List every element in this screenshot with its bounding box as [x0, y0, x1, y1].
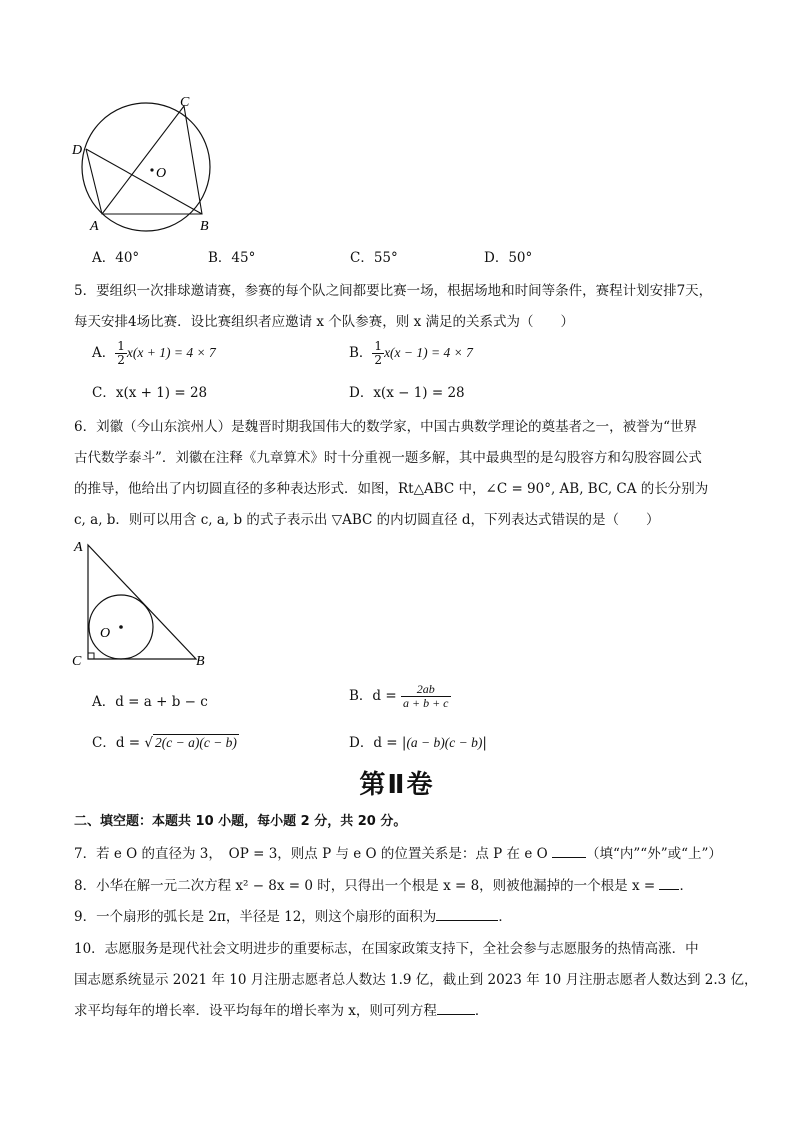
triangle-abc [88, 545, 196, 659]
q4-option-a[interactable]: A．40° [92, 250, 140, 266]
q6-option-d-label: D．d = [349, 735, 402, 751]
q9 [74, 905, 512, 925]
q6-option-b-label: B．d = [349, 688, 401, 704]
q8-text: 8．小华在解一元二次方程 x² − 8x = 0 时，只得出一个根是 x = 8，则被他漏掉的一个根是 x = [74, 878, 656, 894]
q8 [74, 874, 693, 894]
q4-option-c[interactable]: C．55° [350, 250, 398, 266]
q5-option-a-label: A． [92, 345, 116, 361]
q10-line1: 10．志愿服务是现代社会文明进步的重要标志，在国家政策支持下，全社会参与志愿服务的热情高涨．中 [74, 941, 699, 957]
center-dot [150, 168, 153, 171]
q5-option-a-fraction [115, 340, 127, 367]
part2-header: 二、填空题：本题共 10 小题，每小题 2 分，共 20 分。 [74, 814, 407, 829]
label-c: C [72, 654, 82, 669]
q5-option-c[interactable]: C．x(x + 1) = 28 [92, 385, 208, 401]
q4-option-b[interactable]: B．45° [208, 250, 256, 266]
q5-option-b-fraction [372, 340, 384, 367]
right-angle-mark [88, 653, 94, 659]
q6-option-b[interactable] [349, 683, 451, 710]
q10-answer-blank[interactable] [437, 1014, 475, 1015]
period: ． [474, 1003, 489, 1019]
q6-option-c-label: C．d = [92, 735, 145, 751]
frac-num: 1 [117, 339, 125, 353]
q7-tail: （填“内”“外”或“上”） [585, 846, 722, 862]
label-b: B [196, 654, 205, 669]
q8-answer-blank[interactable] [659, 889, 679, 890]
q7 [74, 842, 722, 862]
frac-den: 2 [117, 353, 125, 367]
q9-answer-blank[interactable] [436, 920, 498, 921]
q5-option-b-expr: x(x − 1) = 4 × 7 [384, 345, 473, 360]
quad-lines [86, 106, 202, 214]
q6-line1: 6．刘徽（今山东滨州人）是魏晋时期我国伟大的数学家，中国古典数学理论的奠基者之一，被誉为“世界 [74, 419, 697, 435]
q6-option-b-fraction [401, 683, 451, 710]
q6-option-c[interactable]: C．d = √ 2(c − a)(c − b) [92, 735, 237, 751]
q6-option-d[interactable]: D．d = |(a − b)(c − b)| [349, 735, 487, 751]
frac-den: a + b + c [402, 696, 449, 710]
label-o: O [100, 626, 111, 641]
q4-option-d[interactable]: D．50° [484, 250, 533, 266]
q10-line3-wrap [74, 999, 488, 1019]
label-a: A [74, 540, 83, 555]
q5-option-b-label: B． [349, 345, 373, 361]
frac-num: 2ab [401, 683, 451, 697]
q6-line4: c, a, b．则可以用含 c, a, b 的式子表示出 ▽ABC 的内切圆直径 d，下列表达式错误的是（ ） [74, 512, 660, 528]
label-b: B [200, 219, 209, 234]
q5-line2: 每天安排4场比赛．设比赛组织者应邀请 x 个队参赛，则 x 满足的关系式为（ ） [74, 314, 574, 330]
label-a: A [90, 219, 99, 234]
label-c: C [180, 95, 190, 110]
incenter-dot [119, 625, 123, 629]
q7-text: 7．若 e O 的直径为 3， OP = 3，则点 P 与 e O 的位置关系是：点 P 在 e O [74, 846, 548, 862]
section-title: 第Ⅱ卷 [359, 770, 435, 800]
q6-option-d-abs: (a − b)(c − b) [406, 735, 483, 750]
q5-option-d[interactable]: D．x(x − 1) = 28 [349, 385, 465, 401]
q5-option-a-expr: x(x + 1) = 4 × 7 [126, 345, 216, 360]
period: ． [679, 878, 693, 894]
frac-den: 2 [374, 353, 383, 367]
q9-text: 9．一个扇形的弧长是 2π，半径是 12，则这个扇形的面积为 [74, 909, 437, 925]
q5-option-b[interactable] [349, 340, 473, 367]
q10-line2: 国志愿系统显示 2021 年 10 月注册志愿者总人数达 1.9 亿，截止到 2023 年 10 月注册志愿者人数达到 2.3 亿， [74, 972, 758, 988]
frac-num: 1 [374, 339, 383, 353]
label-o: O [156, 166, 167, 181]
period: ． [498, 909, 512, 925]
q7-answer-blank[interactable] [552, 857, 586, 858]
q10-line3: 求平均每年的增长率．设平均每年的增长率为 x，则可列方程 [74, 1003, 437, 1019]
q6-option-a[interactable]: A．d = a + b − c [92, 694, 208, 710]
q6-line3: 的推导，他给出了内切圆直径的多种表达形式．如图，Rt△ABC 中，∠C = 90°, AB, BC, CA 的长分别为 [74, 481, 709, 497]
q6-line2: 古代数学泰斗”．刘徽在注释《九章算术》时十分重视一题多解，其中最典型的是勾股容方和勾股容圆公式 [74, 450, 702, 466]
label-d: D [72, 143, 83, 158]
q5-option-a[interactable] [92, 340, 216, 367]
q6-option-c-sqrt: 2(c − a)(c − b) [154, 735, 237, 750]
figure-right-triangle-incircle [70, 535, 220, 670]
figure-circle-quadrilateral [70, 92, 220, 242]
q5-line1: 5．要组织一次排球邀请赛，参赛的每个队之间都要比赛一场，根据场地和时间等条件，赛程计划安排7天， [74, 283, 713, 299]
